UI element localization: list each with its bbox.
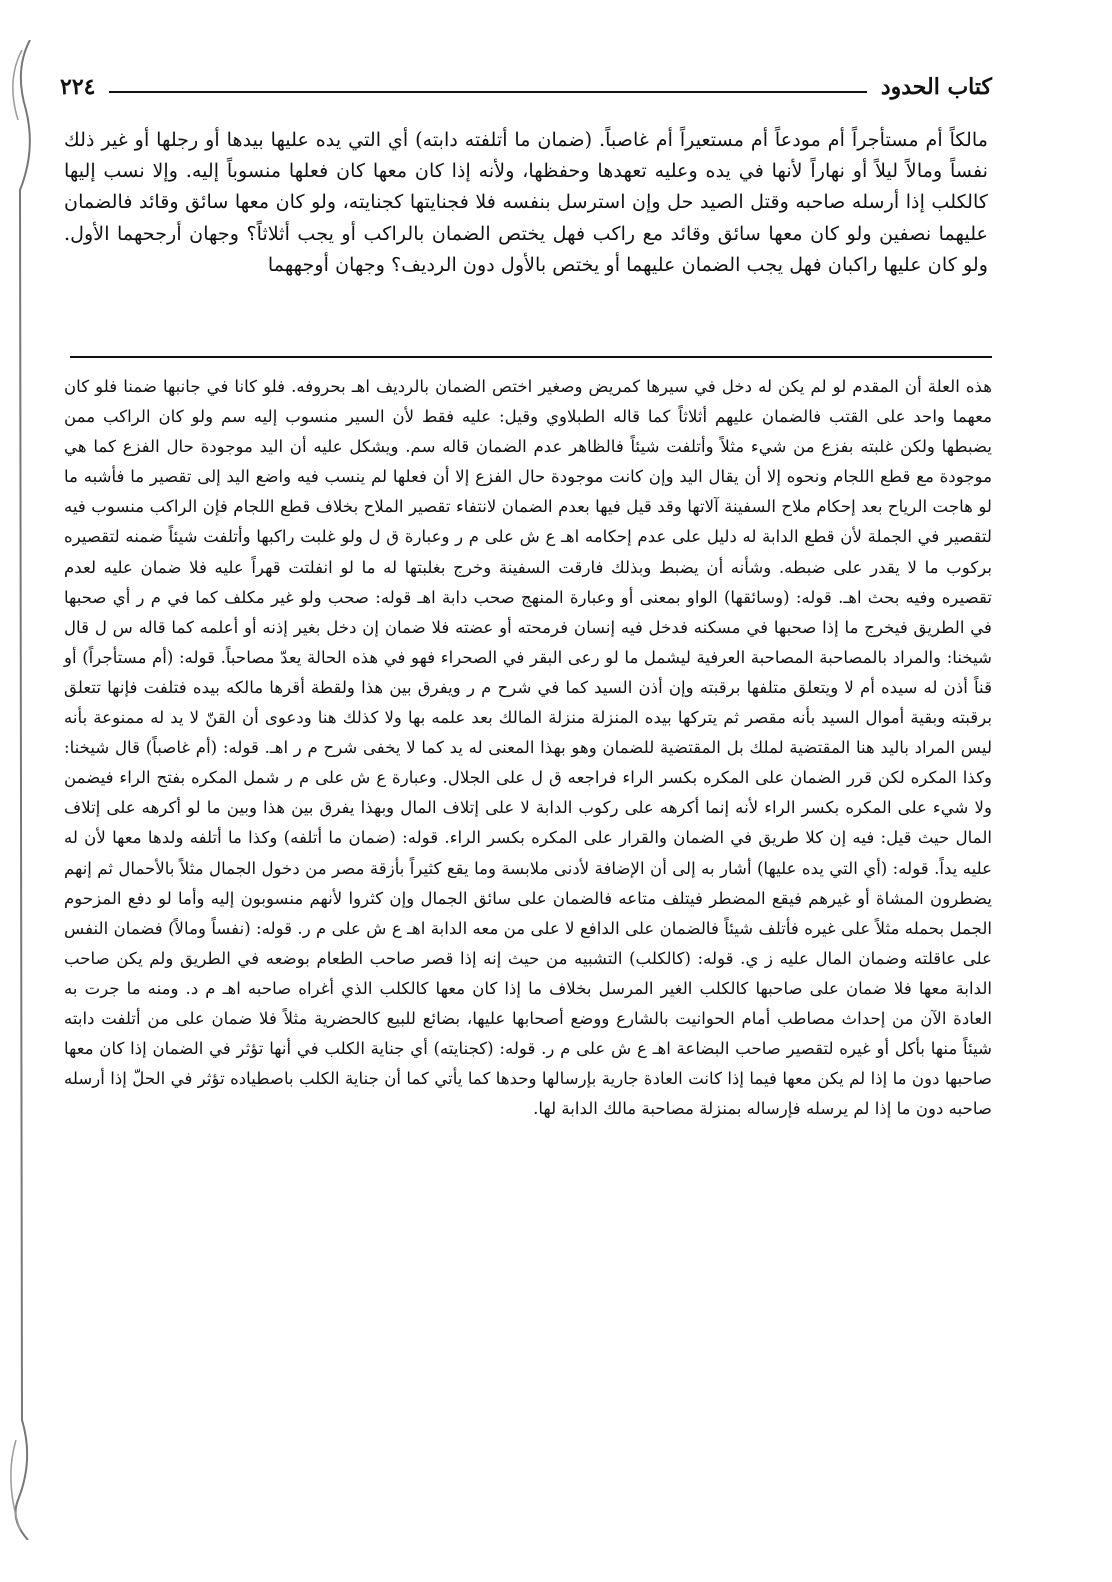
commentary-paragraph: هذه العلة أن المقدم لو لم يكن له دخل في سيرها كمريض وصغير اختص الضمان بالرديف اهـ بحروفه. فلو كانا في جانبها ضمنا فلو كان معهما واحد على القتب فالضمان عليهم أثلاثاً كما قاله الطبلاوي وقيل: عليه فقط لأن السير منسوب إليه سم ولو كان الراكب ممن يضبطها ولكن غلبته بفزع من شيء مثلاً وأتلفت شيئاً فالظاهر عدم الضمان قاله سم. ويشكل عليه أن اليد موجودة حال الفزع كما هي موجودة مع قطع اللجام ونحوه إلا أن يقال اليد وإن كانت موجودة حال الفزع إلا أن فعلها لم ينسب فيه واضع اليد إلى تقصير ما فأشبه ما لو هاجت الرياح بعد إحكام ملاح السفينة آلاتها وقد قيل فيها بعدم الضمان لانتفاء تقصير الملاح بخلاف قطع اللجام فإن الراكب منسوب فيه لتقصير في الجملة لأن قطع الدابة له دليل على عدم إحكامه اهـ ع ش على م ر وعبارة ق ل ولو غلبت راكبها وأتلفت شيئاً ضمنه لتقصيره بركوب ما لا يقدر على ضبطه. وشأنه أن يضبط وبذلك فارقت السفينة وخرج بغلبتها له ما لو انفلتت قهراً عليه فلا ضمان عليه لعدم تقصيره وفيه بحث اهـ. قوله: (وسائقها) الواو بمعنى أو وعبارة المنهج صحب دابة اهـ قوله: صحب ولو غير مكلف كما في م ر أي صحبها في الطريق فيخرج ما إذا صحبها في مسكنه فدخل فيه إنسان فرمحته أو عضته فلا ضمان إن دخل بغير إذنه أو أعلمه كما قاله س ل قال شيخنا: والمراد بالمصاحبة المصاحبة العرفية ليشمل ما لو رعى البقر في الصحراء فهو في هذه الحالة يعدّ مصاحباً. قوله: (أم مستأجراً) أو قناً أذن له سيده أم لا ويتعلق متلفها برقبته وإن أذن السيد كما في شرح م ر ويفرق بين هذا ولقطة أقرها مالكه بيده فتلفت فإنها تتعلق برقبته وبقية أموال السيد بأنه مقصر ثم يتركها بيده المنزلة منزلة المالك بعد علمه بها ولا كذلك هنا ودعوى أن القنّ لا يد له ممنوعة بأنه ليس المراد باليد هنا المقتضية لملك بل المقتضية للضمان وهو بهذا المعنى له يد كما لا يخفى شرح م ر اهـ. قوله: (أم غاصباً) قال شيخنا: وكذا المكره لكن قرر الضمان على المكره بكسر الراء فراجعه ق ل على الجلال. وعبارة ع ش على م ر شمل المكره بفتح الراء فيضمن ولا شيء على المكره بكسر الراء لأنه إنما أكرهه على ركوب الدابة لا على إتلاف المال وبهذا يفرق بين هذا وبين ما لو أكرهه على إتلاف المال حيث قيل: فيه إن كلا طريق في الضمان والقرار على المكره بكسر الراء. قوله: (ضمان ما أتلفه) وكذا ما أتلفه ولدها معها لأن له عليه يداً. قوله: (أي التي يده عليها) أشار به إلى أن الإضافة لأدنى ملابسة وما يقع كثيراً بأزقة مصر من دخول الجمال مثلاً بالأحمال ثم إنهم يضطرون المشاة أو غيرهم فيقع المضطر فيتلف متاعه فالضمان على سائق الجمال وإن كثروا لأنهم منسوبون إليه وأما لو دفع المزحوم الجمل بحمله مثلاً على غيره فأتلف شيئاً فالضمان على الدافع لا على من معه الدابة اهـ ع ش على م ر. قوله: (نفساً ومالاً) فضمان النفس على عاقلته وضمان المال عليه ز ي. قوله: (كالكلب) التشبيه من حيث إنه إذا قصر صاحب الطعام بوضعه في الطريق ولم يكن صاحب الدابة معها فلا ضمان على صاحبها كالكلب الغير المرسل بخلاف ما إذا كان معها كالكلب الذي أغراه صاحبه اهـ م د. ومنه ما جرت به العادة الآن من إحداث مصاطب أمام الحوانيت بالشارع ووضع أصحابها عليها، بضائع للبيع كالحضرية مثلاً فلا ضمان على من أتلفت دابته شيئاً منها بأكل أو غيره لتقصير صاحب البضاعة اهـ ع ش على م ر. قوله: (كجنايته) أي جناية الكلب في أنها تؤثر في الضمان إذا كان معها صاحبها دون ما إذا لم يكن معها فيما إذا كانت العادة جارية بإرسالها وحدها كما يأتي كما أن جناية الكلب باصطياده تؤثر في الحلّ إذا أرسله صاحبه دون ما إذا لم يرسله فإرساله بمنزلة مصاحبة مالك الدابة لها.: [64, 377, 992, 1119]
header-rule: [109, 91, 866, 93]
commentary-block: [64, 372, 992, 1124]
main-text-block: [64, 124, 988, 280]
page-header: [60, 70, 992, 104]
page-number: ٢٢٤: [60, 74, 96, 100]
page-binding-edge: [0, 40, 44, 1540]
main-paragraph: مالكاً أم مستأجراً أم مودعاً أم مستعيراً أم غاصباً. (ضمان ما أتلفته دابته) أي التي يده عليها بيدها أو رجلها أو غير ذلك نفساً ومالاً ليلاً أو نهاراً لأنها في يده وعليه تعهدها وحفظها، ولأنه إذا كان معها كان فعلها منسوباً إليه. وإلا نسب إليها كالكلب إذا أرسله صاحبه وقتل الصيد حل وإن استرسل بنفسه فلا فجنايتها كجنايته، ولو كان معها سائق وقائد فالضمان عليهما نصفين ولو كان معها سائق وقائد مع راكب فهل يختص الضمان بالراكب أو يجب أثلاثاً؟ وجهان أرجحهما الأول. ولو كان عليها راكبان فهل يجب الضمان عليهما أو يختص بالأول دون الرديف؟ وجهان أوجههما: [64, 128, 988, 276]
running-title: كتاب الحدود: [880, 74, 992, 100]
footnote-divider: [70, 356, 992, 358]
